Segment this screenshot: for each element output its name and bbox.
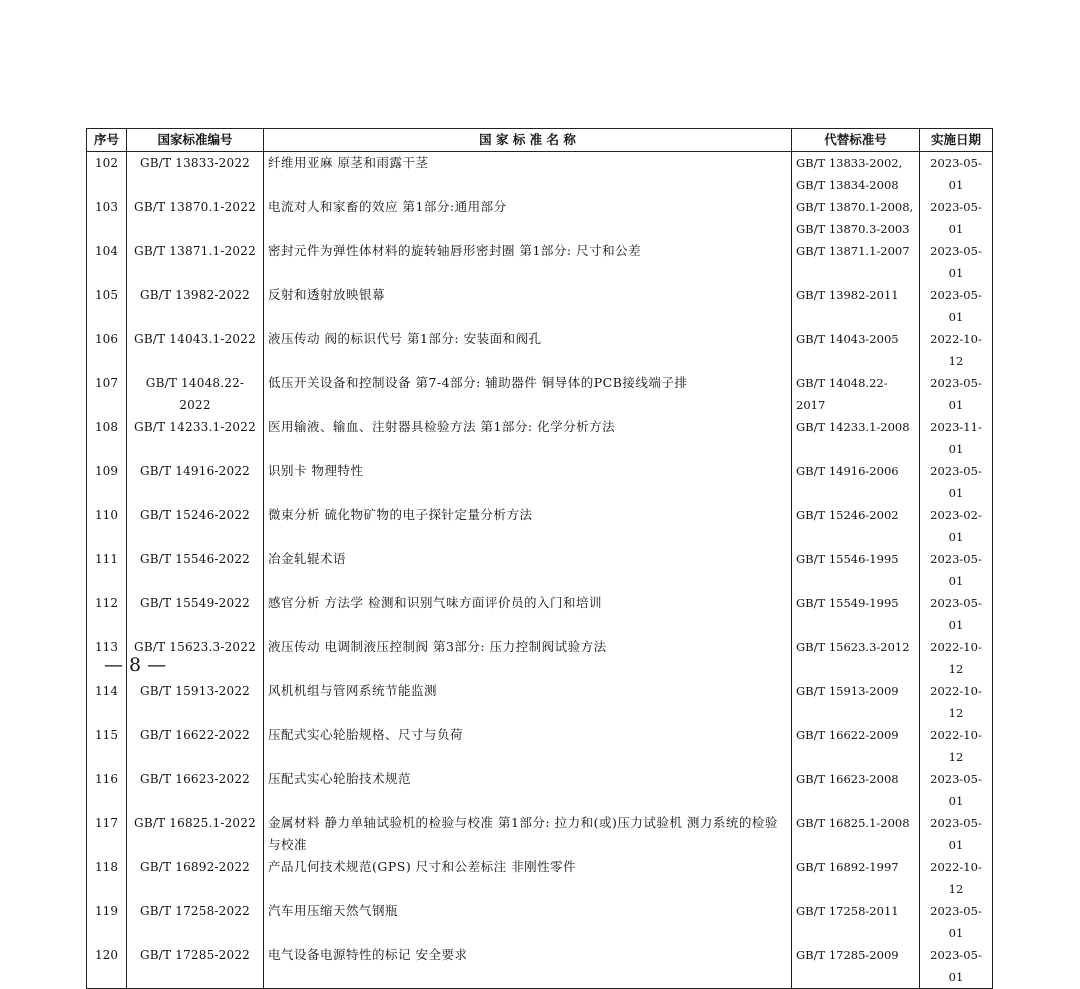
replaced-standard-code: GB/T 17285-2009 <box>796 948 899 962</box>
replaced-standard-code: GB/T 16623-2008 <box>796 772 899 786</box>
replaced-standard-code: GB/T 16892-1997 <box>796 860 899 874</box>
row-number: 116 <box>87 768 127 812</box>
standard-code: GB/T 17285-2022 <box>127 944 264 989</box>
standard-code: GB/T 16825.1-2022 <box>127 812 264 856</box>
table-row <box>87 416 993 460</box>
replaced-standards <box>792 152 920 197</box>
table-row <box>87 284 993 328</box>
standard-name: 微束分析 硫化物矿物的电子探针定量分析方法 <box>264 504 792 548</box>
standard-name: 液压传动 电调制液压控制阀 第3部分: 压力控制阀试验方法 <box>264 636 792 680</box>
table-row <box>87 592 993 636</box>
header-code: 国家标准编号 <box>127 129 264 152</box>
standard-name: 反射和透射放映银幕 <box>264 284 792 328</box>
implementation-date: 2023-05-01 <box>920 812 993 856</box>
implementation-date: 2023-05-01 <box>920 196 993 240</box>
replaced-standards <box>792 504 920 548</box>
standard-name: 压配式实心轮胎规格、尺寸与负荷 <box>264 724 792 768</box>
replaced-standards <box>792 636 920 680</box>
implementation-date: 2023-05-01 <box>920 592 993 636</box>
implementation-date: 2023-05-01 <box>920 900 993 944</box>
replaced-standard-code: GB/T 13982-2011 <box>796 288 899 302</box>
standard-name: 金属材料 静力单轴试验机的检验与校准 第1部分: 拉力和(或)压力试验机 测力系统的检验与校准 <box>264 812 792 856</box>
standards-table <box>86 128 993 989</box>
implementation-date: 2023-05-01 <box>920 152 993 197</box>
implementation-date: 2022-10-12 <box>920 680 993 724</box>
replaced-standard-code: GB/T 16622-2009 <box>796 728 899 742</box>
table-row <box>87 548 993 592</box>
standard-name: 低压开关设备和控制设备 第7-4部分: 辅助器件 铜导体的PCB接线端子排 <box>264 372 792 416</box>
replaced-standards <box>792 768 920 812</box>
header-no: 序号 <box>87 129 127 152</box>
implementation-date: 2023-05-01 <box>920 284 993 328</box>
standard-code: GB/T 13833-2022 <box>127 152 264 197</box>
implementation-date: 2022-10-12 <box>920 636 993 680</box>
standard-name: 感官分析 方法学 检测和识别气味方面评价员的入门和培训 <box>264 592 792 636</box>
row-number: 117 <box>87 812 127 856</box>
row-number: 120 <box>87 944 127 989</box>
replaced-standard-code: GB/T 16825.1-2008 <box>796 816 910 830</box>
standard-code: GB/T 15546-2022 <box>127 548 264 592</box>
row-number: 104 <box>87 240 127 284</box>
standard-name: 密封元件为弹性体材料的旋转轴唇形密封圈 第1部分: 尺寸和公差 <box>264 240 792 284</box>
replaced-standard-code: GB/T 13833-2002, <box>796 156 903 170</box>
standard-code: GB/T 15913-2022 <box>127 680 264 724</box>
row-number: 119 <box>87 900 127 944</box>
replaced-standard-code: GB/T 13870.3-2003 <box>796 222 910 236</box>
page-number: — 8 — <box>104 654 167 676</box>
standard-code: GB/T 15549-2022 <box>127 592 264 636</box>
table-row <box>87 328 993 372</box>
replaced-standards <box>792 812 920 856</box>
replaced-standards <box>792 416 920 460</box>
replaced-standards <box>792 240 920 284</box>
table-body <box>87 152 993 989</box>
replaced-standards <box>792 900 920 944</box>
replaced-standards <box>792 372 920 416</box>
table-row <box>87 196 993 240</box>
implementation-date: 2023-11-01 <box>920 416 993 460</box>
row-number: 109 <box>87 460 127 504</box>
table-header <box>87 129 993 152</box>
standard-code: GB/T 17258-2022 <box>127 900 264 944</box>
row-number: 110 <box>87 504 127 548</box>
standard-code: GB/T 13982-2022 <box>127 284 264 328</box>
replaced-standard-code: GB/T 13834-2008 <box>796 178 899 192</box>
table-row <box>87 636 993 680</box>
row-number: 114 <box>87 680 127 724</box>
implementation-date: 2023-02-01 <box>920 504 993 548</box>
row-number: 112 <box>87 592 127 636</box>
replaced-standard-code: GB/T 15246-2002 <box>796 508 899 522</box>
standard-code: GB/T 14233.1-2022 <box>127 416 264 460</box>
replaced-standards <box>792 196 920 240</box>
table-row <box>87 900 993 944</box>
standard-code: GB/T 14048.22-2022 <box>127 372 264 416</box>
row-number: 102 <box>87 152 127 197</box>
implementation-date: 2023-05-01 <box>920 768 993 812</box>
implementation-date: 2023-05-01 <box>920 548 993 592</box>
implementation-date: 2023-05-01 <box>920 240 993 284</box>
replaced-standard-code: GB/T 13871.1-2007 <box>796 244 910 258</box>
replaced-standard-code: GB/T 14043-2005 <box>796 332 899 346</box>
standard-code: GB/T 16623-2022 <box>127 768 264 812</box>
header-replaced: 代替标准号 <box>792 129 920 152</box>
standard-name: 冶金轧辊术语 <box>264 548 792 592</box>
replaced-standards <box>792 328 920 372</box>
standard-code: GB/T 14916-2022 <box>127 460 264 504</box>
header-name: 国 家 标 准 名 称 <box>264 129 792 152</box>
replaced-standard-code: GB/T 17258-2011 <box>796 904 899 918</box>
table-row <box>87 372 993 416</box>
standard-name: 电气设备电源特性的标记 安全要求 <box>264 944 792 989</box>
implementation-date: 2023-05-01 <box>920 372 993 416</box>
table-row <box>87 680 993 724</box>
table-row <box>87 768 993 812</box>
table-row <box>87 724 993 768</box>
standard-name: 纤维用亚麻 原茎和雨露干茎 <box>264 152 792 197</box>
replaced-standards <box>792 460 920 504</box>
implementation-date: 2022-10-12 <box>920 328 993 372</box>
header-row <box>87 129 993 152</box>
row-number: 107 <box>87 372 127 416</box>
replaced-standards <box>792 680 920 724</box>
table-row <box>87 460 993 504</box>
row-number: 105 <box>87 284 127 328</box>
row-number: 118 <box>87 856 127 900</box>
standard-code: GB/T 15623.3-2022 <box>127 636 264 680</box>
standard-name: 风机机组与管网系统节能监测 <box>264 680 792 724</box>
table-row <box>87 944 993 989</box>
standard-name: 压配式实心轮胎技术规范 <box>264 768 792 812</box>
standard-code: GB/T 14043.1-2022 <box>127 328 264 372</box>
row-number: 111 <box>87 548 127 592</box>
table-row <box>87 856 993 900</box>
table-row <box>87 152 993 197</box>
replaced-standard-code: GB/T 14233.1-2008 <box>796 420 910 434</box>
standard-name: 液压传动 阀的标识代号 第1部分: 安装面和阀孔 <box>264 328 792 372</box>
standard-code: GB/T 15246-2022 <box>127 504 264 548</box>
row-number: 106 <box>87 328 127 372</box>
replaced-standard-code: GB/T 15913-2009 <box>796 684 899 698</box>
replaced-standard-code: GB/T 14916-2006 <box>796 464 899 478</box>
replaced-standard-code: GB/T 13870.1-2008, <box>796 200 914 214</box>
standard-name: 识别卡 物理特性 <box>264 460 792 504</box>
standard-name: 电流对人和家畜的效应 第1部分:通用部分 <box>264 196 792 240</box>
row-number: 108 <box>87 416 127 460</box>
standard-name: 产品几何技术规范(GPS) 尺寸和公差标注 非刚性零件 <box>264 856 792 900</box>
row-number: 103 <box>87 196 127 240</box>
replaced-standard-code: GB/T 15623.3-2012 <box>796 640 910 654</box>
implementation-date: 2022-10-12 <box>920 856 993 900</box>
row-number: 115 <box>87 724 127 768</box>
replaced-standards <box>792 592 920 636</box>
header-date: 实施日期 <box>920 129 993 152</box>
table-row <box>87 240 993 284</box>
replaced-standard-code: GB/T 15549-1995 <box>796 596 899 610</box>
standard-code: GB/T 16892-2022 <box>127 856 264 900</box>
replaced-standard-code: GB/T 14048.22-2017 <box>796 376 888 412</box>
replaced-standards <box>792 944 920 989</box>
implementation-date: 2023-05-01 <box>920 944 993 989</box>
standard-code: GB/T 13870.1-2022 <box>127 196 264 240</box>
standard-code: GB/T 13871.1-2022 <box>127 240 264 284</box>
standard-code: GB/T 16622-2022 <box>127 724 264 768</box>
replaced-standards <box>792 548 920 592</box>
implementation-date: 2023-05-01 <box>920 460 993 504</box>
table-row <box>87 812 993 856</box>
replaced-standards <box>792 284 920 328</box>
row-number: 113 <box>87 636 127 680</box>
replaced-standard-code: GB/T 15546-1995 <box>796 552 899 566</box>
standard-name: 汽车用压缩天然气钢瓶 <box>264 900 792 944</box>
table-row <box>87 504 993 548</box>
replaced-standards <box>792 856 920 900</box>
replaced-standards <box>792 724 920 768</box>
standard-name: 医用输液、输血、注射器具检验方法 第1部分: 化学分析方法 <box>264 416 792 460</box>
implementation-date: 2022-10-12 <box>920 724 993 768</box>
